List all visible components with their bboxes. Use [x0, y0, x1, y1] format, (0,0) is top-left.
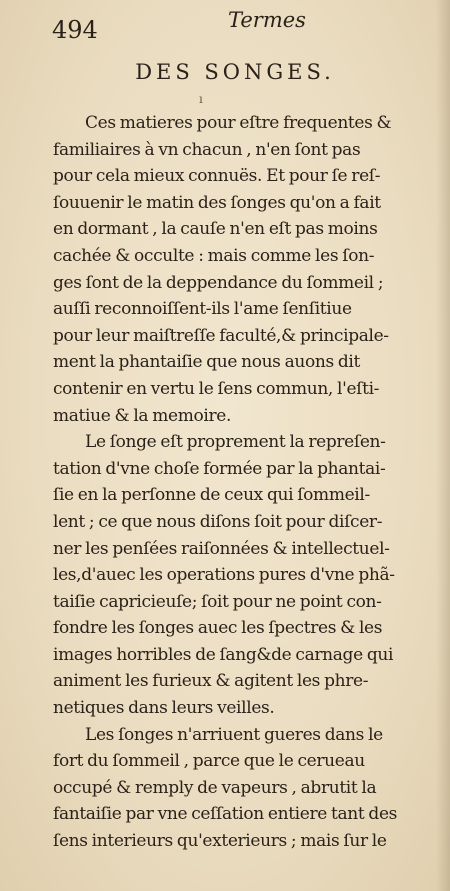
text-line: Ces matieres pour eſtre frequentes &	[85, 113, 392, 133]
text-line: pour leur maiſtreſſe faculté,& principale-	[53, 325, 389, 346]
page-edge-shadow	[436, 0, 450, 891]
text-line: ſouuenir le matin des ſonges qu'on a fait	[53, 192, 381, 213]
body-text	[53, 110, 434, 855]
text-line: lent ; ce que nous diſons ſoit pour diſcer-	[53, 511, 383, 532]
section-title: DES SONGES.	[135, 60, 335, 84]
text-line: auſſi reconnoiſſent-ils l'ame ſenſitiue	[53, 299, 352, 320]
text-line: ner les penſées raiſonnées & intellectuel-	[53, 538, 390, 559]
text-line: cachée & occulte : mais comme les ſon-	[53, 245, 375, 266]
ink-mark: ı	[199, 92, 203, 106]
text-line: en dormant , la cauſe n'en eſt pas moins	[53, 219, 378, 240]
text-line: ſens interieurs qu'exterieurs ; mais ſur le	[53, 831, 387, 852]
text-line: tation d'vne choſe formée par la phantai-	[53, 458, 386, 479]
text-line: familiaires à vn chacun , n'en ſont pas	[53, 139, 361, 160]
page-number: 494	[52, 16, 98, 44]
running-head: Termes	[228, 8, 306, 32]
text-line: netiques dans leurs veilles.	[53, 698, 275, 719]
text-line: Le ſonge eſt proprement la repreſen-	[85, 432, 386, 453]
text-line: fort du ſommeil , parce que le cerueau	[53, 751, 365, 772]
text-line: Les ſonges n'arriuent gueres dans le	[85, 724, 383, 745]
text-line: ſie en la perſonne de ceux qui ſommeil-	[53, 485, 370, 506]
text-line: ment la phantaiſie que nous auons dit	[53, 352, 361, 373]
text-line: pour cela mieux connuës. Et pour ſe reſ-	[53, 166, 381, 187]
text-line: occupé & remply de vapeurs , abrutit la	[53, 777, 377, 798]
text-line: animent les furieux & agitent les phre-	[53, 671, 369, 692]
text-line: taiſie capricieuſe; ſoit pour ne point con-	[53, 591, 382, 612]
text-line: ges ſont de la deppendance du ſommeil ;	[53, 272, 384, 293]
text-line: contenir en vertu le ſens commun, l'eſti-	[53, 378, 380, 399]
text-line: fondre les ſonges auec les ſpectres & les	[53, 618, 383, 639]
text-line: les,d'auec les operations pures d'vne phã-	[53, 565, 395, 586]
text-line: fantaiſie par vne ceſſation entiere tant des	[53, 804, 398, 825]
text-line: images horribles de ſang&de carnage qui	[53, 644, 394, 665]
text-line: matiue & la memoire.	[53, 405, 232, 426]
